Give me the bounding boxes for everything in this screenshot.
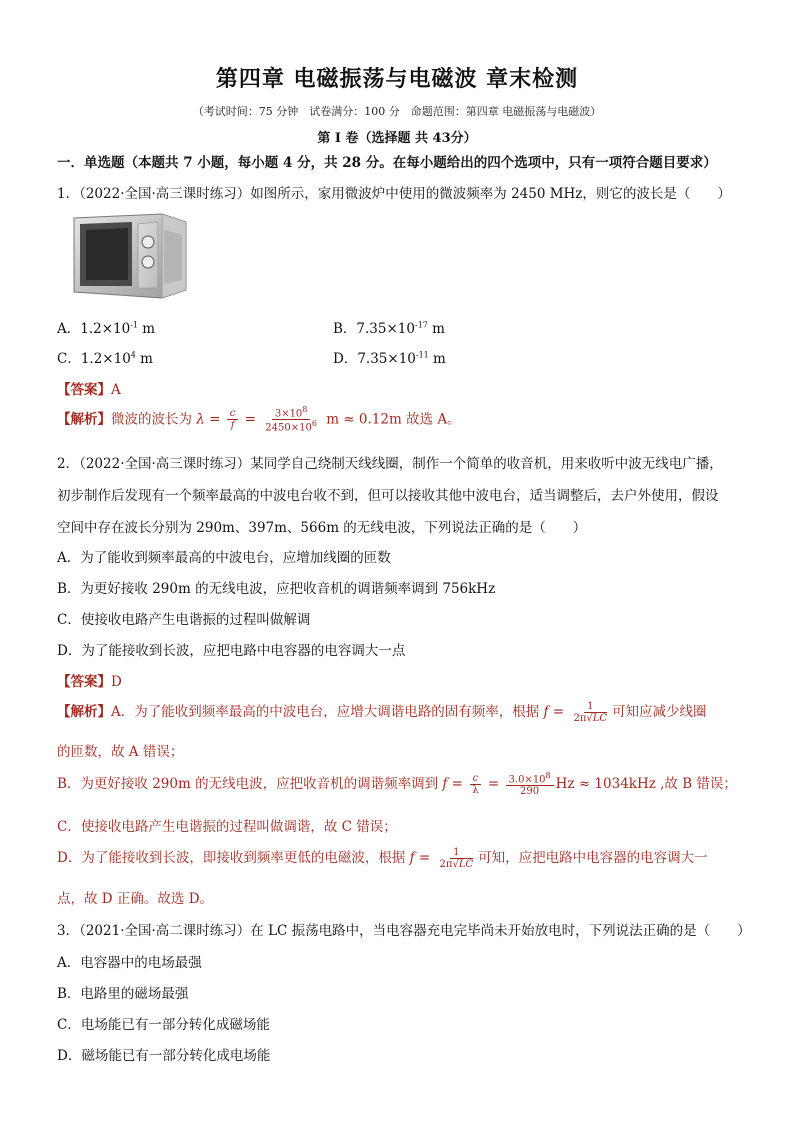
q3-option-c: C．电场能已有一部分转化成磁场能 [57,1017,270,1033]
q2-analysis-d: D．为了能接收到长波，即接收到频率更低的电磁波，根据 f = $\frac{1}{2\pi√LC}$ 可知，应把电路中电容器的电容调大一 [57,847,708,870]
question-2-stem-3: 空间中存在波长分别为 290m、397m、566m 的无线电波，下列说法正确的是（ ） [57,520,587,536]
question-2-stem-2: 初步制作后发现有一个频率最高的中波电台收不到，但可以接收其他中波电台，适当调整后，去户外使用，假设 [57,488,719,504]
q2-answer [57,670,122,690]
analysis-tag: 【解析】 [57,704,111,720]
q1-answer-value: A [111,382,121,398]
analysis-tag: 【解析】 [57,411,111,428]
section-heading: 一．单选题（本题共 7 小题，每小题 4 分，共 28 分。在每小题给出的四个选项中，只有一项符合题目要求） [57,155,717,171]
exam-info: （考试时间：75 分钟 试卷满分：100 分 命题范围：第四章 电磁振荡与电磁波） [192,105,602,118]
q2-analysis-b-end: Hz ≈ 1034kHz ,故 B 错误； [555,776,737,793]
page-title: 第四章 电磁振荡与电磁波 章末检测 [215,67,579,92]
question-2-stem-1: 2．（2022·全国·高三课时练习）某同学自己绕制天线线圈，制作一个简单的收音机，用来收听中波无线电广播， [57,456,723,472]
q1-option-b: B．$7.35\times 10^{-17}$ m [333,320,445,337]
question-1-stem: 1．（2022·全国·高三课时练习）如图所示，家用微波炉中使用的微波频率为 2450 MHz，则它的波长是（ ） [57,186,731,202]
q2-analysis-a-text: A．为了能收到频率最高的中波电台，应增大调谐电路的固有频率，根据 [111,704,540,720]
q2-analysis-a: 【解析】A．为了能收到频率最高的中波电台，应增大调谐电路的固有频率，根据 f = $\frac{1}{2\pi√LC}$ 可知应减少线圈 [57,701,707,724]
q3-option-b: B．电路里的磁场最强 [57,986,189,1002]
q1-analysis: 【解析】微波的波长为 λ = $\frac{c}{f}$ = $\frac{3\times 10^8}{2450\times 10^6}$ m ≈ 0.12m 故选 A。 [57,405,461,434]
q2-answer-value: D [111,674,122,690]
q3-option-a: A．电容器中的电场最强 [57,955,202,971]
q1-answer [57,378,121,398]
question-3-stem: 3．（2021·全国·高二课时练习）在 LC 振荡电路中，当电容器充电完毕尚未开始放电时，下列说法正确的是（ ） [57,923,751,939]
q3-option-d: D．磁场能已有一部分转化成电场能 [57,1048,271,1064]
q2-option-c: C．使接收电路产生电谐振的过程叫做解调 [57,612,311,628]
q2-option-b: B．为更好接收 290m 的无线电波，应把收音机的调谐频率调到 756kHz [57,581,496,597]
q2-analysis-b-text: B．为更好接收 290m 的无线电波，应把收音机的调谐频率调到 [57,776,439,793]
q2-analysis-a-line2: 的匝数，故 A 错误； [57,744,184,760]
microwave-image [66,210,190,302]
q2-analysis-a-end: 可知应减少线圈 [612,704,707,720]
answer-tag: 【答案】 [57,382,111,398]
q2-analysis-d-text: D．为了能接收到长波，即接收到频率更低的电磁波，根据 [57,850,406,866]
q1-analysis-end: 故选 A。 [406,411,461,428]
q2-option-a: A．为了能收到频率最高的中波电台，应增加线圈的匝数 [57,550,391,566]
part-heading: 第 I 卷（选择题 共 43分） [317,131,477,146]
q1-option-a: A．$1.2\times 10^{-1}$ m [57,320,156,337]
q2-analysis-c: C．使接收电路产生电谐振的过程叫做调谐，故 C 错误； [57,819,397,835]
q2-option-d: D．为了能接收到长波，应把电路中电容器的电容调大一点 [57,643,406,659]
q1-option-d: D．$7.35\times 10^{-11}$ m [333,350,446,367]
q2-analysis-b: B．为更好接收 290m 的无线电波，应把收音机的调谐频率调到 f = $\frac{c}{\lambda}$ = $\frac{3.0\times 10^8}{290}$ Hz ≈ 1034kHz ,故 B 错误； [57,771,737,798]
q2-analysis-d-end: 可知，应把电路中电容器的电容调大一 [478,850,708,866]
q1-analysis-text: 微波的波长为 [111,411,192,428]
q2-analysis-d-line2: 点，故 D 正确。故选 D。 [57,891,214,907]
q1-option-c: C．$1.2\times 10^4$ m [57,350,153,367]
answer-tag: 【答案】 [57,674,111,690]
